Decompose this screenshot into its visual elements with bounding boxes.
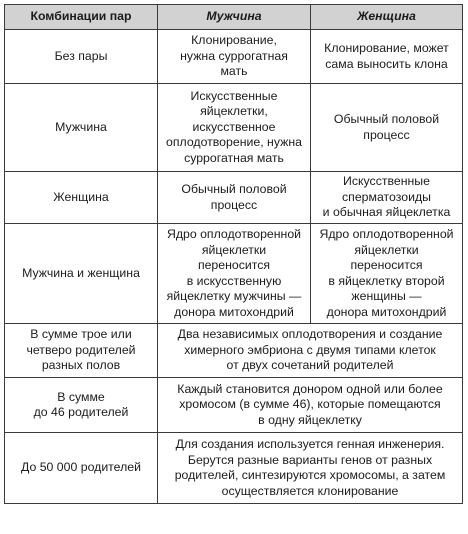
row-label-text: В сумме трое или четверо родителей разных полов [26, 327, 136, 373]
cell-man-text: Ядро оплодотворенной яйцеклетки переносится в искусственную яйцеклетку мужчины — донора митохондрий [166, 227, 302, 319]
cell-merged [158, 378, 463, 433]
cell-man [158, 84, 311, 172]
cell-man-text: Клонирование, нужна суррогатная мать [180, 33, 288, 79]
row-label [5, 433, 158, 504]
row-label [5, 30, 158, 84]
table-row [5, 84, 463, 172]
cell-woman-text: Ядро оплодотворенной яйцеклетки переносится в яйцеклетку второй женщины — донора митохондрий [319, 227, 454, 319]
table-row [5, 324, 463, 378]
row-label-text: Мужчина [55, 119, 107, 134]
cell-woman [311, 172, 463, 224]
table-row [5, 433, 463, 504]
header-man: Мужчина [158, 5, 311, 30]
cell-merged-text: Два независимых оплодотворения и создание химерного эмбриона с двумя типами клеток от двух сочетаний родителей [177, 327, 443, 373]
row-label-text: Без пары [54, 48, 108, 63]
cell-merged [158, 324, 463, 378]
cell-merged-text: Каждый становится донором одной или более хромосом (в сумме 46), которые помещаются в одну яйцеклетку [177, 381, 443, 427]
combinations-table [4, 4, 463, 504]
cell-woman [311, 224, 463, 324]
cell-man [158, 172, 311, 224]
cell-woman-text: Искусственные сперматозоиды и обычная яйцеклетка [322, 174, 451, 220]
row-label [5, 84, 158, 172]
row-label [5, 324, 158, 378]
cell-woman [311, 30, 463, 84]
row-label [5, 172, 158, 224]
table-row [5, 30, 463, 84]
header-combinations: Комбинации пар [5, 5, 158, 30]
cell-woman-text: Клонирование, может сама выносить клона [324, 41, 449, 71]
table-header [5, 5, 463, 30]
header-row [5, 5, 463, 30]
cell-man [158, 30, 311, 84]
row-label [5, 378, 158, 433]
table-row [5, 172, 463, 224]
table-row [5, 378, 463, 433]
row-label [5, 224, 158, 324]
row-label-text: В сумме до 46 родителей [33, 389, 129, 419]
row-label-text: Мужчина и женщина [22, 265, 140, 280]
table-row [5, 224, 463, 324]
header-woman: Женщина [311, 5, 463, 30]
row-label-text: До 50 000 родителей [20, 460, 141, 475]
cell-man-text: Обычный половой процесс [181, 182, 287, 212]
cell-woman-text: Обычный половой процесс [333, 112, 440, 142]
cell-woman [311, 84, 463, 172]
table-body [5, 30, 463, 504]
cell-merged-text: Для создания используется генная инженерия. Берутся разные варианты генов от разных родителей, синтезируются хромосомы, а затем осуществляется клонирование [174, 437, 446, 498]
cell-merged [158, 433, 463, 504]
cell-man [158, 224, 311, 324]
cell-man-text: Искусственные яйцеклетки, искусственное оплодотворение, нужна суррогатная мать [166, 88, 302, 165]
row-label-text: Женщина [53, 189, 109, 204]
